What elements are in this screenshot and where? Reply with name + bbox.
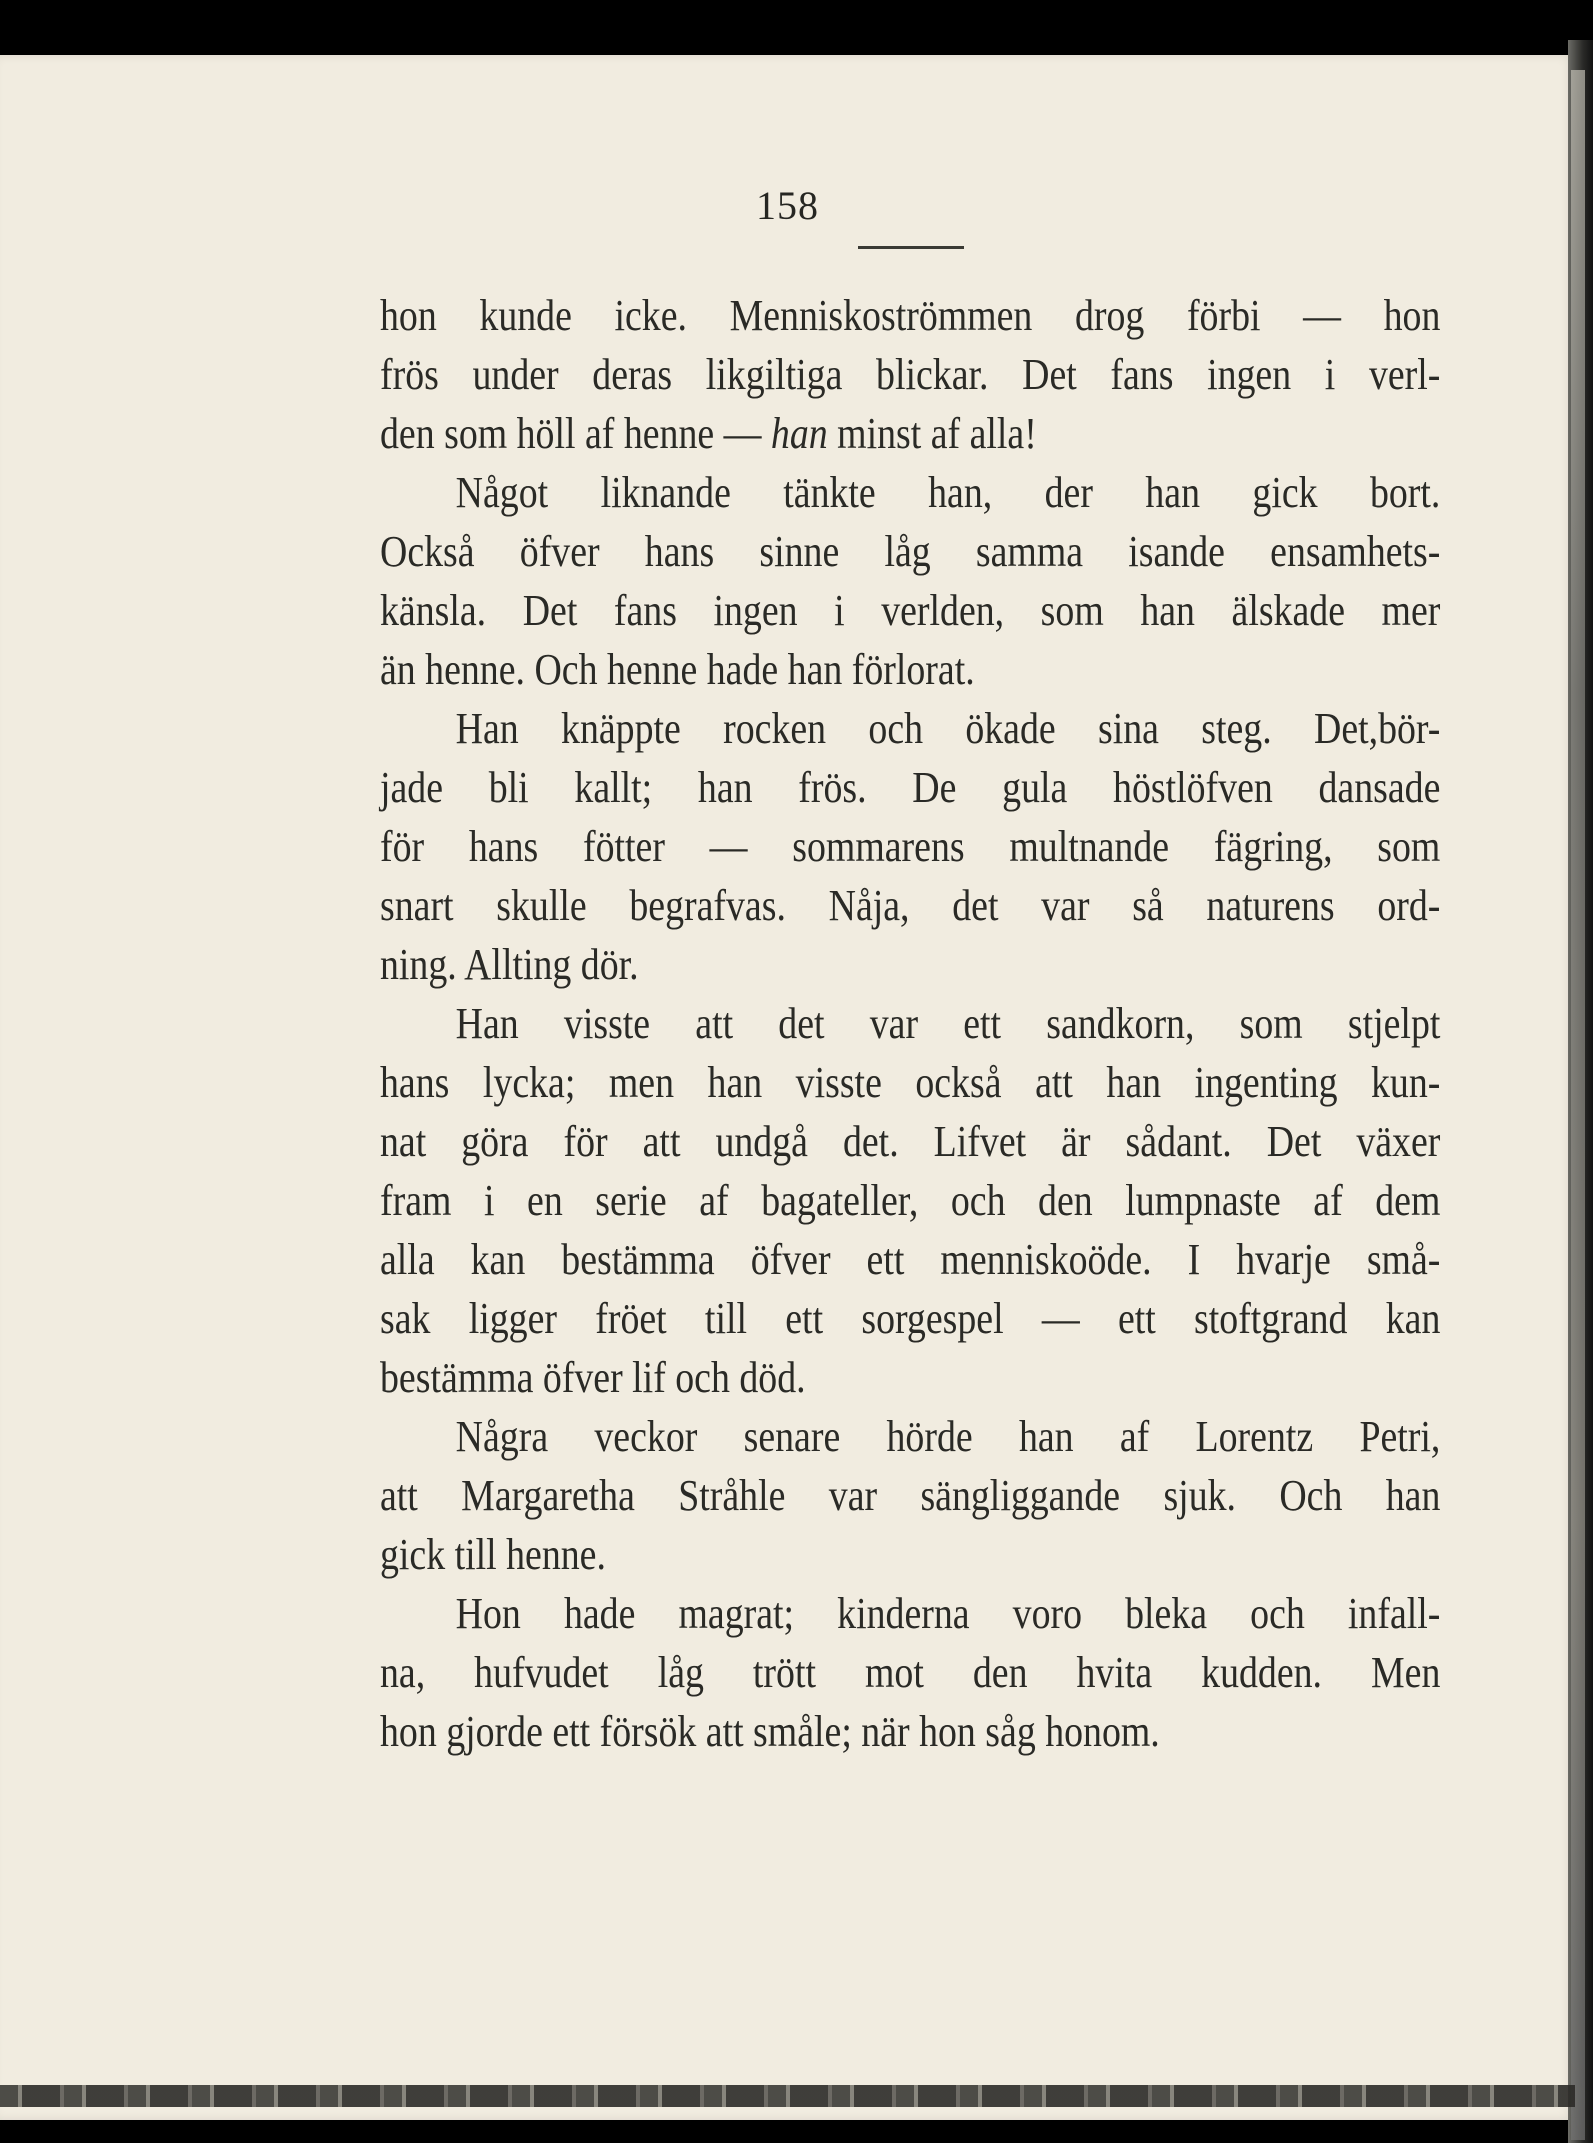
text-line: gick till henne. [380,1530,606,1579]
text-line: Också öfver hans sinne låg samma isande ensamhets- [380,527,1441,576]
text-line: än henne. Och henne hade han förlorat. [380,645,975,694]
text-line: ning. Allting dör. [380,940,639,989]
page-number: 158 [756,183,819,228]
text-line [380,404,1440,463]
text-line: Några veckor senare hörde han af Lorentz Petri, [455,1412,1441,1461]
text-line: hon gjorde ett försök att småle; när hon såg honom. [380,1707,1160,1756]
text-run: den som höll af henne — [380,409,771,458]
body-text [380,286,1440,1761]
text-line: Något liknande tänkte han, der han gick bort. [455,468,1441,517]
text-line: jade bli kallt; han frös. De gula höstlöfven dansade [380,763,1441,812]
text-line: alla kan bestämma öfver ett menniskoöde. I hvarje små- [380,1235,1441,1284]
book-spine-edge [1568,40,1593,2143]
text-run: minst af alla! [827,409,1037,458]
text-line: att Margaretha Stråhle var sängliggande sjuk. Och han [380,1471,1441,1520]
text-line: sak ligger fröet till ett sorgespel — ett stoftgrand kan [380,1294,1441,1343]
text-line: frös under deras likgiltiga blickar. Det fans ingen i verl- [380,350,1441,399]
text-line: för hans fötter — sommarens multnande fägring, som [380,822,1441,871]
edge-shadow [1571,70,1585,2140]
text-line: Han visste att det var ett sandkorn, som stjelpt [455,999,1441,1048]
page-bottom-edge [0,2085,1575,2107]
text-line: Hon hade magrat; kinderna voro bleka och infall- [455,1589,1441,1638]
text-line: nat göra för att undgå det. Lifvet är sådant. Det växer [380,1117,1441,1166]
text-line: hon kunde icke. Menniskoströmmen drog förbi — hon [380,291,1441,340]
text-line: bestämma öfver lif och död. [380,1353,806,1402]
text-line: Han knäppte rocken och ökade sina steg. Det,bör- [455,704,1441,753]
text-line: hans lycka; men han visste också att han ingenting kun- [380,1058,1441,1107]
text-line: känsla. Det fans ingen i verlden, som han älskade mer [380,586,1441,635]
text-line: na, hufvudet låg trött mot den hvita kudden. Men [380,1648,1441,1697]
page-number-rule [858,246,964,249]
emphasized-word: han [770,409,828,458]
text-line: fram i en serie af bagateller, och den lumpnaste af dem [380,1176,1441,1225]
text-line: snart skulle begrafvas. Nåja, det var så naturens ord- [380,881,1441,930]
